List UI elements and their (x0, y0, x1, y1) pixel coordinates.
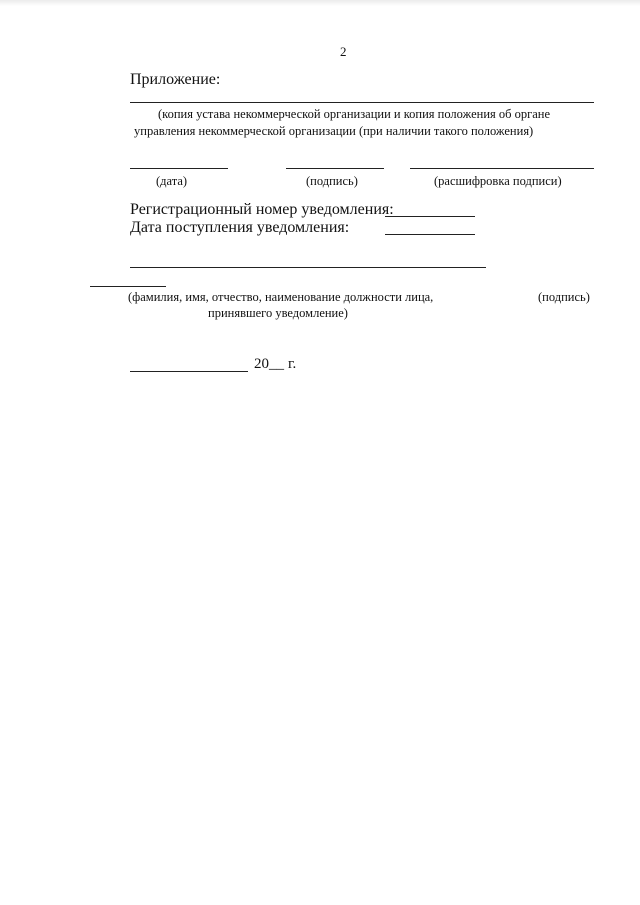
registration-number-line (385, 216, 475, 217)
official-name-line (130, 267, 486, 268)
appendix-note-line-1: (копия устава некоммерческой организации и копия положения об органе (158, 107, 551, 121)
footer-date-line (130, 371, 248, 372)
date-fill-line (130, 168, 228, 169)
official-caption-line-2: принявшего уведомление) (208, 306, 348, 320)
footer-year: 20__ (254, 356, 284, 372)
scan-edge-shadow (0, 0, 640, 6)
signature-fill-line (286, 168, 384, 169)
registration-number-label: Регистрационный номер уведомления: (130, 201, 394, 218)
registration-date-line (385, 234, 475, 235)
official-signature-caption: (подпись) (538, 290, 590, 304)
decoding-fill-line (410, 168, 594, 169)
appendix-note-line-2: управления некоммерческой организации (при наличии такого положения) (134, 124, 534, 138)
appendix-fill-line (130, 102, 594, 103)
date-caption: (дата) (156, 174, 188, 188)
decoding-caption: (расшифровка подписи) (434, 174, 562, 188)
official-signature-line (90, 286, 166, 287)
footer-year-suffix: г. (288, 356, 297, 372)
official-caption-line-1: (фамилия, имя, отчество, наименование должности лица, (128, 290, 434, 304)
appendix-title: Приложение: (130, 71, 221, 88)
registration-date-label: Дата поступления уведомления: (130, 219, 350, 236)
signature-caption: (подпись) (306, 174, 358, 188)
page-number: 2 (340, 44, 347, 59)
